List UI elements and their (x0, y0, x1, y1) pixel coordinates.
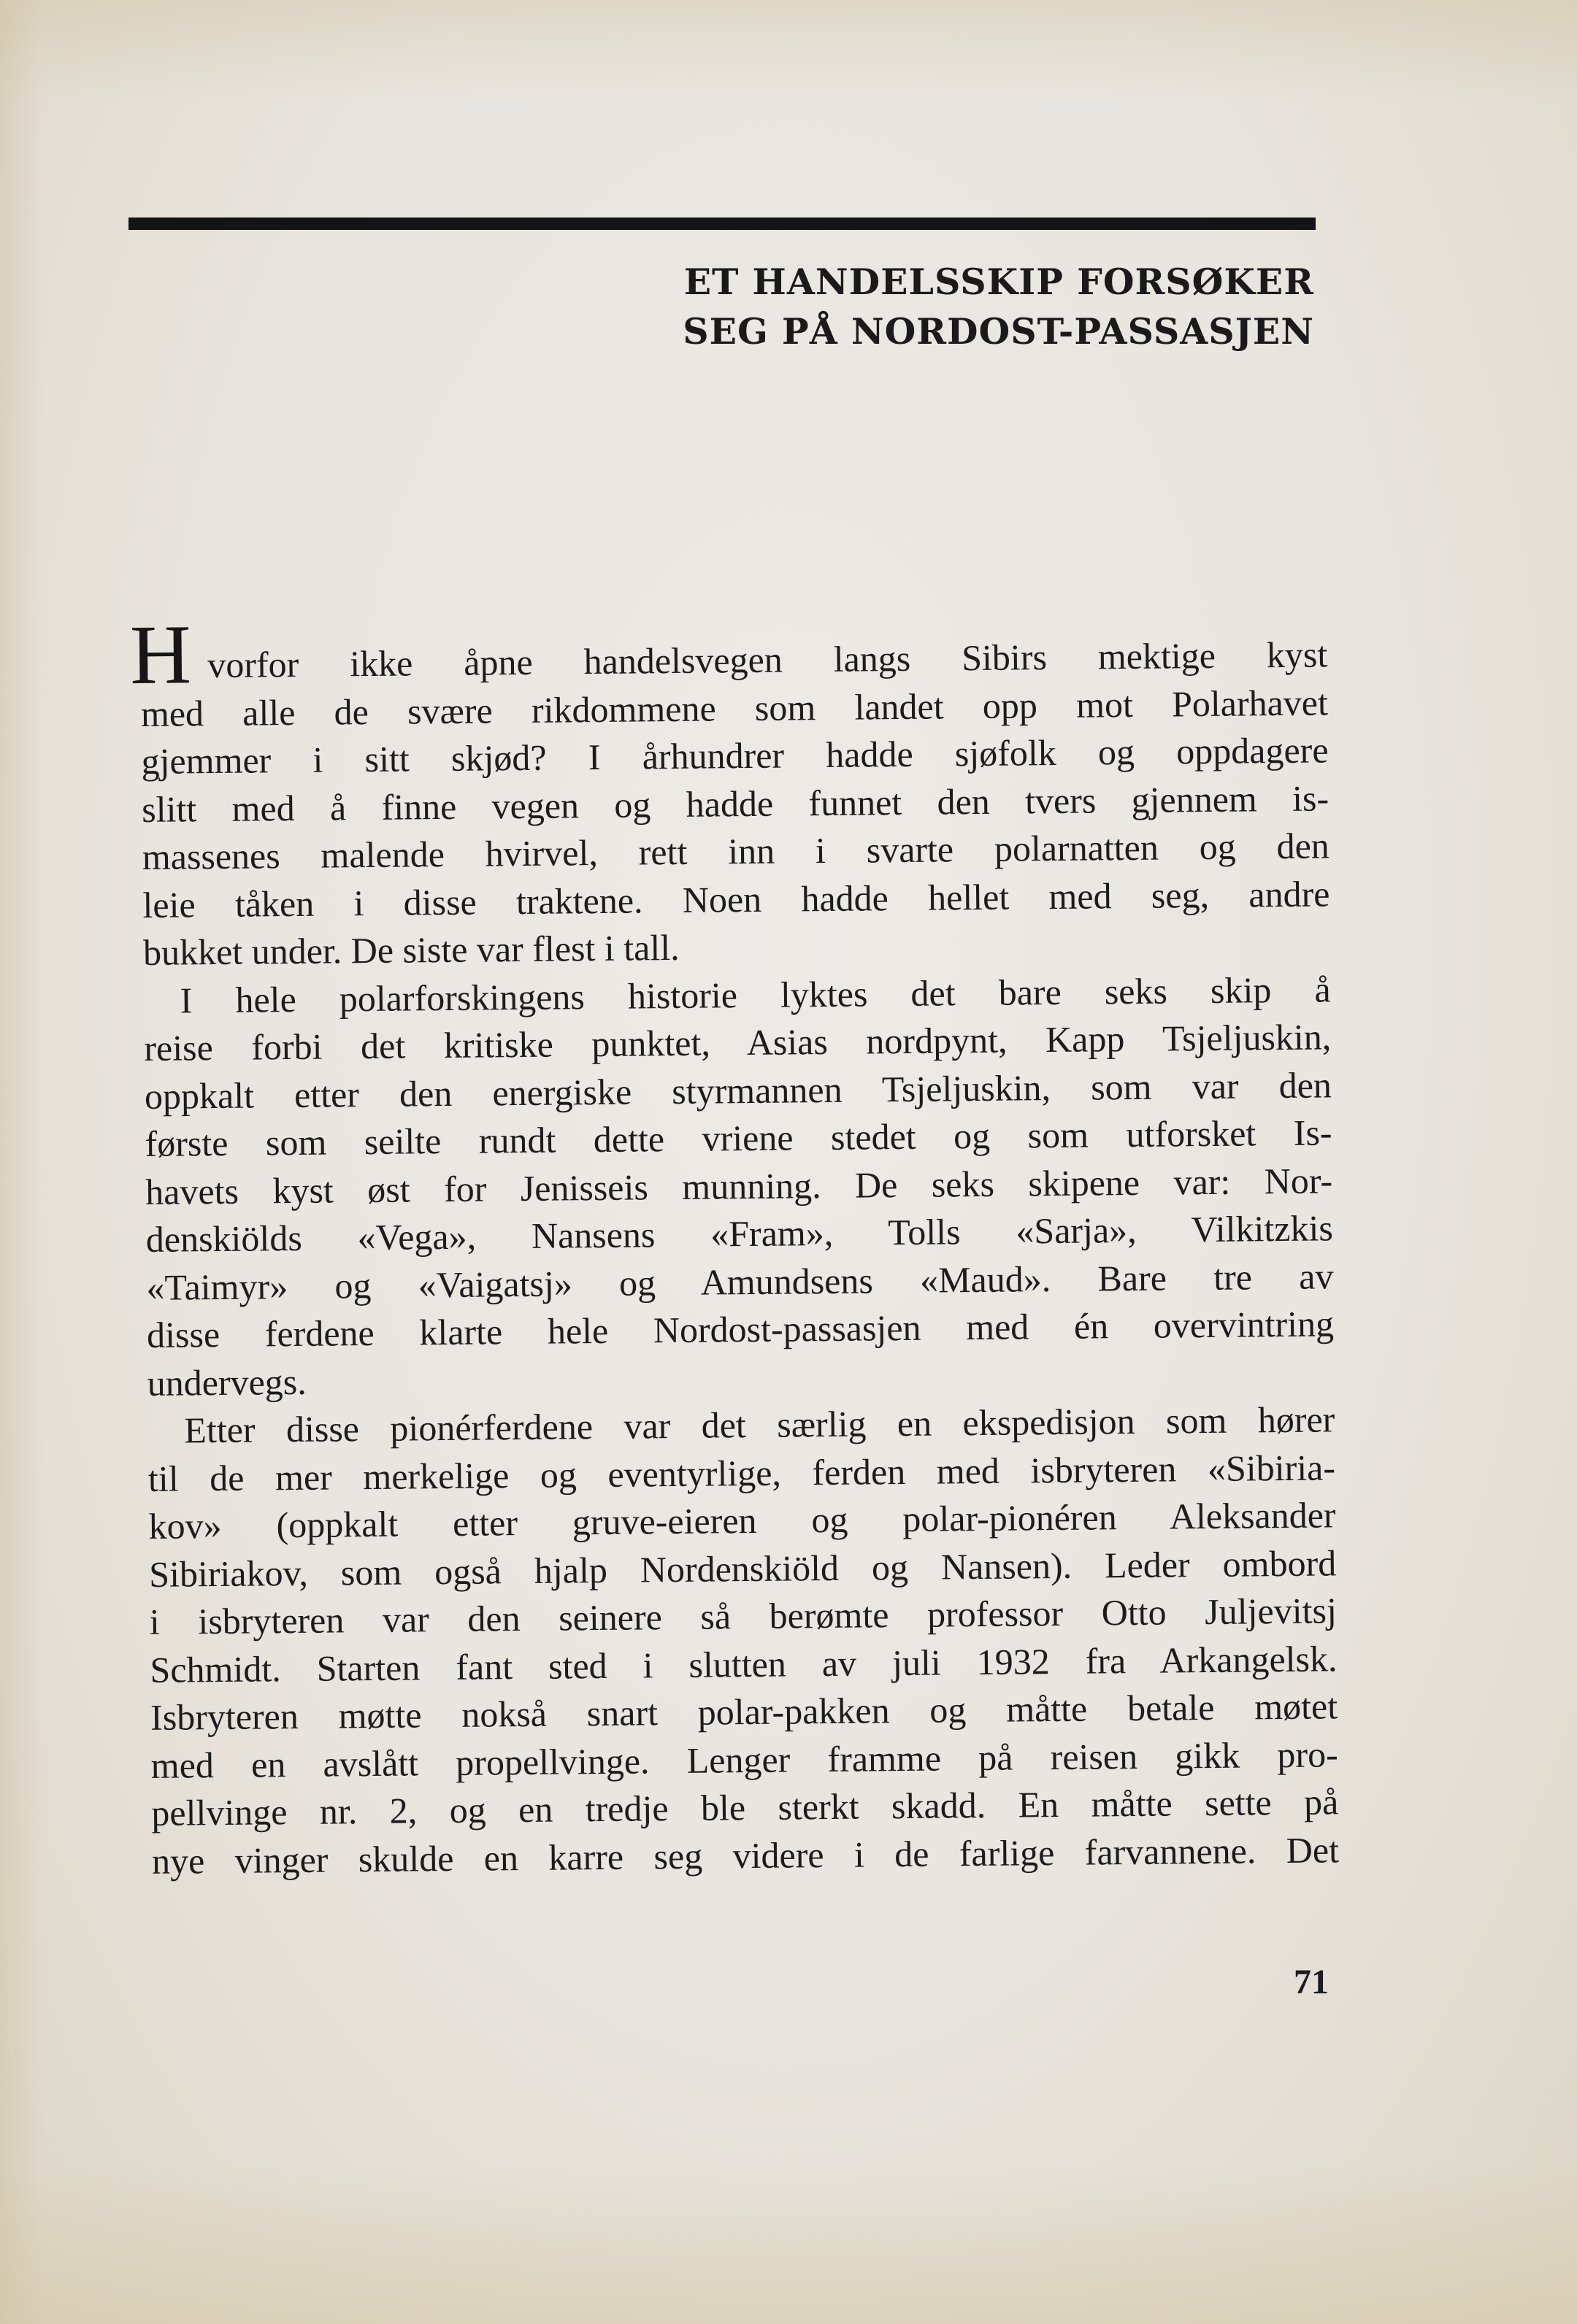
paragraph-2-line: disse ferdene klarte hele Nordost-passasjen med én overvintring (146, 1303, 1335, 1355)
page-shadow-top (0, 0, 1577, 102)
paragraph-3-line: Isbryteren møtte nokså snart polar-pakken og måtte betale møtet (150, 1685, 1338, 1738)
drop-cap: H (129, 608, 192, 703)
paragraph-1-line-1-text: vorfor ikke åpne handelsvegen langs Sibirs mektige kyst (207, 634, 1328, 686)
paragraph-3-line: med en avslått propellvinge. Lenger framme på reisen gikk pro- (150, 1733, 1338, 1786)
paragraph-3-line: kov» (oppkalt etter gruve-eieren og polar-pionéren Aleksander (148, 1494, 1336, 1547)
paragraph-2-line: oppkalt etter den energiske styrmannen Tsjeljuskin, som var den (144, 1063, 1332, 1117)
page-shadow-bottom (0, 2163, 1577, 2324)
chapter-title (511, 257, 1314, 356)
paragraph-1-line: med alle de svære rikdommene som landet opp mot Polarhavet (140, 681, 1329, 734)
paragraph-2-line: reise forbi det kritiske punktet, Asias nordpynt, Kapp Tsjeljuskin, (144, 1016, 1332, 1069)
paragraph-1-line: gjemmer i sitt skjød? I århundrer hadde sjøfolk og oppdagere (141, 729, 1329, 782)
paragraph-3-line: pellvinge nr. 2, og en tredje ble sterkt skadd. En måtte sette på (151, 1781, 1339, 1834)
paragraph-3-line: nye vinger skulde en karre seg videre i de farlige farvannene. Det (151, 1828, 1340, 1882)
paragraph-2-line: «Taimyr» og «Vaigatsj» og Amundsens «Maud». Bare tre av (146, 1255, 1334, 1308)
paragraph-1-line: massenes malende hvirvel, rett inn i svarte polarnatten og den (142, 825, 1330, 877)
paragraph-3-line: i isbryteren var den seinere så berømte professor Otto Juljevitsj (149, 1590, 1338, 1642)
paragraph-2-line: første som seilte rundt dette vriene stedet og som utforsket Is- (145, 1112, 1332, 1164)
paragraph-3-line: Schmidt. Starten fant sted i slutten av juli 1932 fra Arkangelsk. (150, 1637, 1338, 1690)
paragraph-3-line: Sibiriakov, som også hjalp Nordenskiöld og Nansen). Leder ombord (148, 1542, 1337, 1595)
paragraph-3-line: til de mer merkelige og eventyrlige, ferden med isbryteren «Sibiria- (147, 1446, 1336, 1499)
paragraph-2-line: I hele polarforskingens historie lyktes det bare seks skip å (180, 968, 1331, 1020)
paragraph-2-line: denskiölds «Vega», Nansens «Fram», Tolls «Sarja», Vilkitzkis (145, 1207, 1334, 1260)
page-shadow-left (0, 0, 44, 2324)
chapter-title-line-1: ET HANDELSSKIP FORSØKER (683, 261, 1314, 303)
body-text (129, 608, 1340, 1885)
paragraph-2-line: undervegs. (147, 1361, 307, 1404)
paragraph-1-line: bukket under. De siste var flest i tall. (142, 926, 680, 973)
chapter-title-line-2: SEG PÅ NORDOST-PASSASJEN (683, 310, 1314, 353)
page-number: 71 (1294, 1963, 1329, 2001)
chapter-rule (128, 218, 1316, 230)
paragraph-1-line: leie tåken i disse traktene. Noen hadde hellet med seg, andre (142, 872, 1330, 926)
paragraph-1-line: slitt med å finne vegen og hadde funnet den tvers gjennem is- (141, 777, 1329, 830)
paragraph-2-line: havets kyst øst for Jenisseis munning. De seks skipene var: Nor- (145, 1159, 1333, 1212)
paragraph-3-line: Etter disse pionérferdene var det særlig en ekspedisjon som hører (184, 1398, 1335, 1451)
